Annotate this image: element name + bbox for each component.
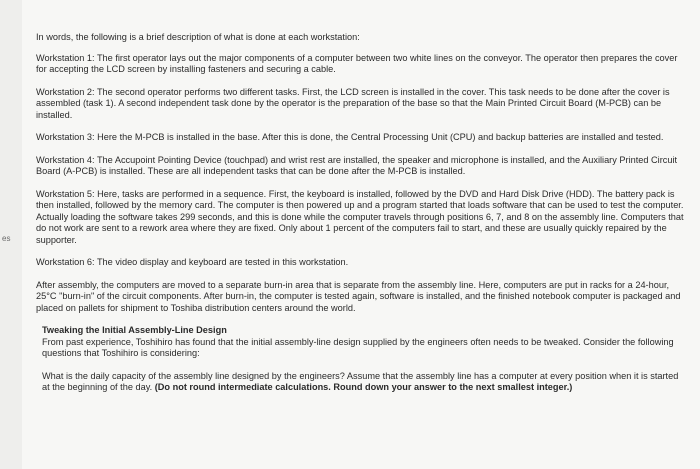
workstation-2: Workstation 2: The second operator performs two different tasks. First, the LCD screen is installed in the cover. This task needs to be done after the cover is assembled (task 1). A second independent task done by the operator is the preparation of the base so that the Main Printed Circuit Board (M-PCB) can be installed. [36, 86, 670, 120]
left-margin-strip [0, 0, 23, 469]
after-assembly-text: After assembly, the computers are moved to a separate burn-in area that is separate from the assembly line. Here, computers are put in racks for a 24-hour, 25°C "burn-in" of the circuit components. After burn-in, the computer is tested again, software is installed, and the finished notebook computer is packaged and placed on pallets for shipment to Toshiba distribution centers around the world. [36, 279, 681, 313]
tweaking-section [36, 325, 686, 360]
question-text: What is the daily capacity of the assembly line designed by the engineers? Assume that the assembly line has a computer at every position when it is started at the beginning of the day. [42, 370, 679, 392]
document-content [36, 32, 686, 405]
question-instruction: (Do not round intermediate calculations. Round down your answer to the next smallest integer.) [154, 382, 573, 392]
workstation-6: Workstation 6: The video display and keyboard are tested in this workstation. [36, 257, 349, 267]
workstation-1: Workstation 1: The first operator lays out the major components of a computer between two white lines on the conveyor. The operator then prepares the cover for accepting the LCD screen by installing fasteners and securing a cable. [36, 52, 678, 74]
side-label: es [2, 234, 11, 243]
section-body: From past experience, Toshihiro has found that the initial assembly-line design supplied by the engineers often needs to be tweaked. Consider the following questions that Toshihiro is considering: [42, 336, 674, 358]
workstation-3: Workstation 3: Here the M-PCB is installed in the base. After this is done, the Central Processing Unit (CPU) and backup batteries are installed and tested. [36, 132, 664, 142]
workstation-5: Workstation 5: Here, tasks are performed in a sequence. First, the keyboard is installed, followed by the DVD and Hard Disk Drive (HDD). The battery pack is then installed, followed by the memory card. The computer is then powered up and a program started that loads software that can be used to test the computer. Actually loading the software takes 299 seconds, and this is done while the computer travels through positions 6, 7, and 8 on the assembly line. Computers that do not work are sent to a rework area where they are fixed. Only about 1 percent of the computers fail to start, and these are usually quickly repaired by the supporter. [36, 188, 684, 245]
document-page [22, 0, 700, 469]
workstation-4: Workstation 4: The Accupoint Pointing Device (touchpad) and wrist rest are installed, the speaker and microphone is installed, and the Auxiliary Printed Circuit Board (A-PCB) is installed. These are all independent tasks that can be done after the M-PCB is installed. [36, 154, 678, 176]
question-1 [36, 371, 686, 394]
section-heading: Tweaking the Initial Assembly-Line Design [42, 325, 227, 335]
intro-text: In words, the following is a brief description of what is done at each workstation: [36, 32, 360, 42]
